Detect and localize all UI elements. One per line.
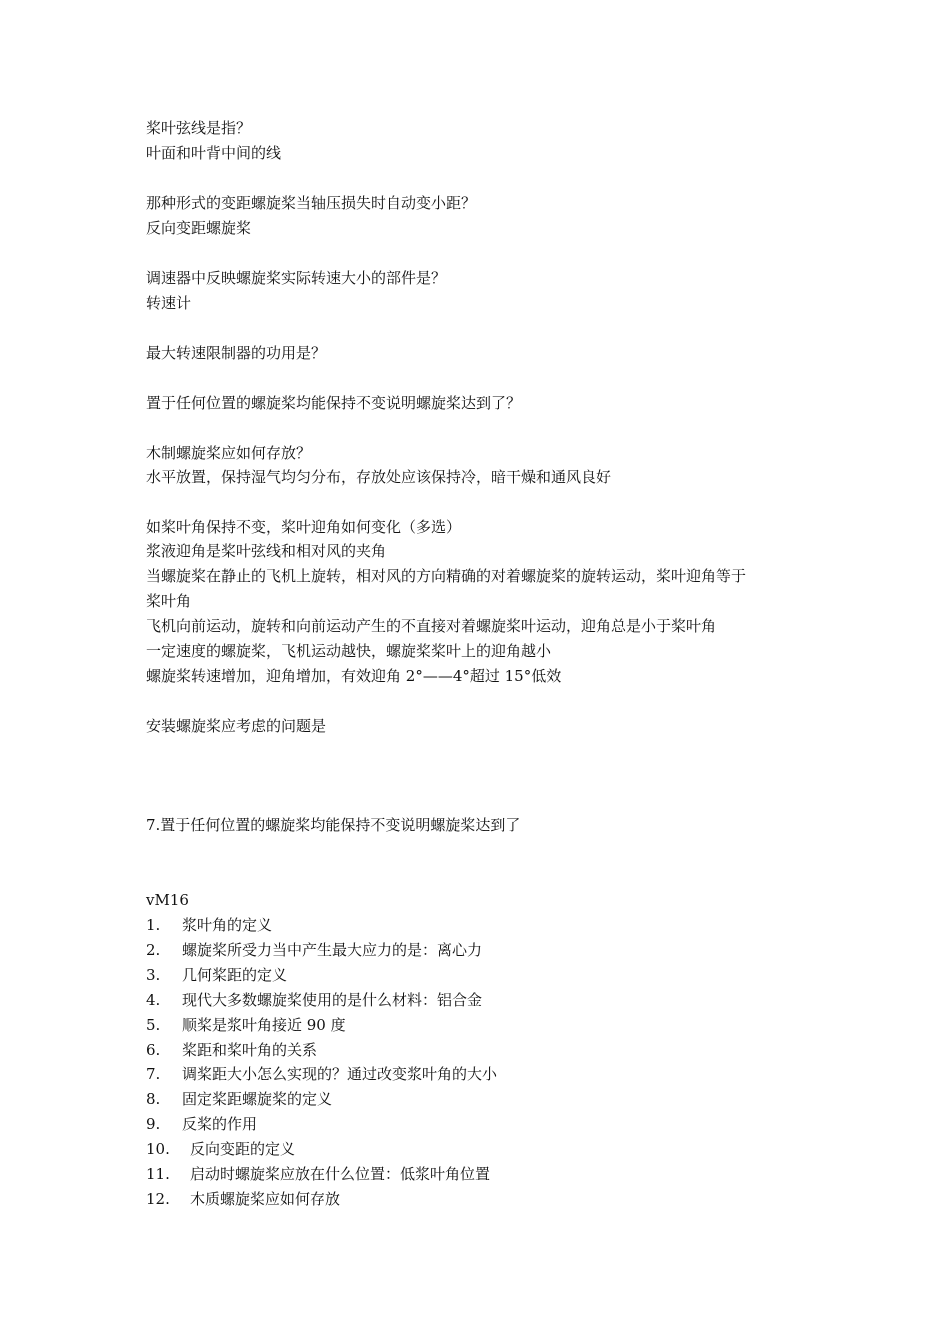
question-reverse-pitch: 那种形式的变距螺旋桨当轴压损失时自动变小距？: [146, 194, 477, 212]
answer-aoa-3: 飞机向前运动，旋转和向前运动产生的不直接对着螺旋桨叶运动，迎角总是小于桨叶角: [146, 617, 717, 635]
list-item-number: 9.: [146, 1115, 161, 1133]
list-item-number: 7.: [146, 1065, 161, 1083]
list-item-text: 调桨距大小怎么实现的？通过改变浆叶角的大小: [182, 1065, 498, 1083]
list-item-text: 反桨的作用: [182, 1115, 258, 1133]
answer-aoa-4: 一定速度的螺旋桨，飞机运动越快，螺旋桨桨叶上的迎角越小: [146, 642, 552, 660]
answer-chord-line: 叶面和叶背中间的线: [146, 144, 282, 162]
list-item-text: 启动时螺旋桨应放在什么位置：低浆叶角位置: [190, 1165, 491, 1183]
list-item-number: 4.: [146, 991, 161, 1009]
list-item-text: 桨距和桨叶角的关系: [182, 1041, 318, 1059]
list-item-text: 几何桨距的定义: [182, 966, 288, 984]
question-chord-line: 桨叶弦线是指？: [146, 119, 252, 137]
answer-governor-part: 转速计: [146, 294, 192, 312]
list-item-number: 2.: [146, 941, 161, 959]
answer-aoa-2: 当螺旋桨在静止的飞机上旋转，相对风的方向精确的对着螺旋桨的旋转运动，桨叶迎角等于: [146, 567, 747, 585]
answer-aoa-5: 螺旋桨转速增加，迎角增加，有效迎角 2°——4°超过 15°低效: [146, 667, 562, 685]
section-heading-vm16: vM16: [146, 891, 189, 909]
list-item-number: 12.: [146, 1190, 170, 1208]
answer-aoa-1: 浆液迎角是桨叶弦线和相对风的夹角: [146, 542, 387, 560]
list-item-text: 木质螺旋桨应如何存放: [190, 1190, 341, 1208]
question-balance: 置于任何位置的螺旋桨均能保持不变说明螺旋桨达到了？: [146, 394, 522, 412]
list-item-number: 6.: [146, 1041, 161, 1059]
list-item-text: 固定桨距螺旋桨的定义: [182, 1090, 333, 1108]
list-item-text: 反向变距的定义: [190, 1140, 296, 1158]
list-item-text: 浆叶角的定义: [182, 916, 273, 934]
answer-aoa-2-cont: 桨叶角: [146, 592, 192, 610]
question-wood-storage: 木制螺旋桨应如何存放？: [146, 444, 312, 462]
question-installation: 安装螺旋桨应考虑的问题是: [146, 717, 327, 735]
list-item-text: 顺桨是浆叶角接近 90 度: [182, 1016, 346, 1034]
question-angle-of-attack: 如桨叶角保持不变，桨叶迎角如何变化（多选）: [146, 518, 462, 536]
question-7-balance: 7.置于任何位置的螺旋桨均能保持不变说明螺旋桨达到了: [146, 816, 521, 834]
question-max-rpm-limiter: 最大转速限制器的功用是？: [146, 344, 327, 362]
list-item-number: 10.: [146, 1140, 170, 1158]
list-item-number: 8.: [146, 1090, 161, 1108]
list-item-text: 螺旋桨所受力当中产生最大应力的是：离心力: [182, 941, 483, 959]
list-item-number: 11.: [146, 1165, 170, 1183]
answer-wood-storage: 水平放置，保持湿气均匀分布，存放处应该保持冷，暗干燥和通风良好: [146, 468, 612, 486]
list-item-number: 1.: [146, 916, 161, 934]
list-item-number: 5.: [146, 1016, 161, 1034]
list-item-number: 3.: [146, 966, 161, 984]
question-governor-part: 调速器中反映螺旋桨实际转速大小的部件是？: [146, 269, 447, 287]
list-item-text: 现代大多数螺旋桨使用的是什么材料：铝合金: [182, 991, 483, 1009]
answer-reverse-pitch: 反向变距螺旋桨: [146, 219, 252, 237]
